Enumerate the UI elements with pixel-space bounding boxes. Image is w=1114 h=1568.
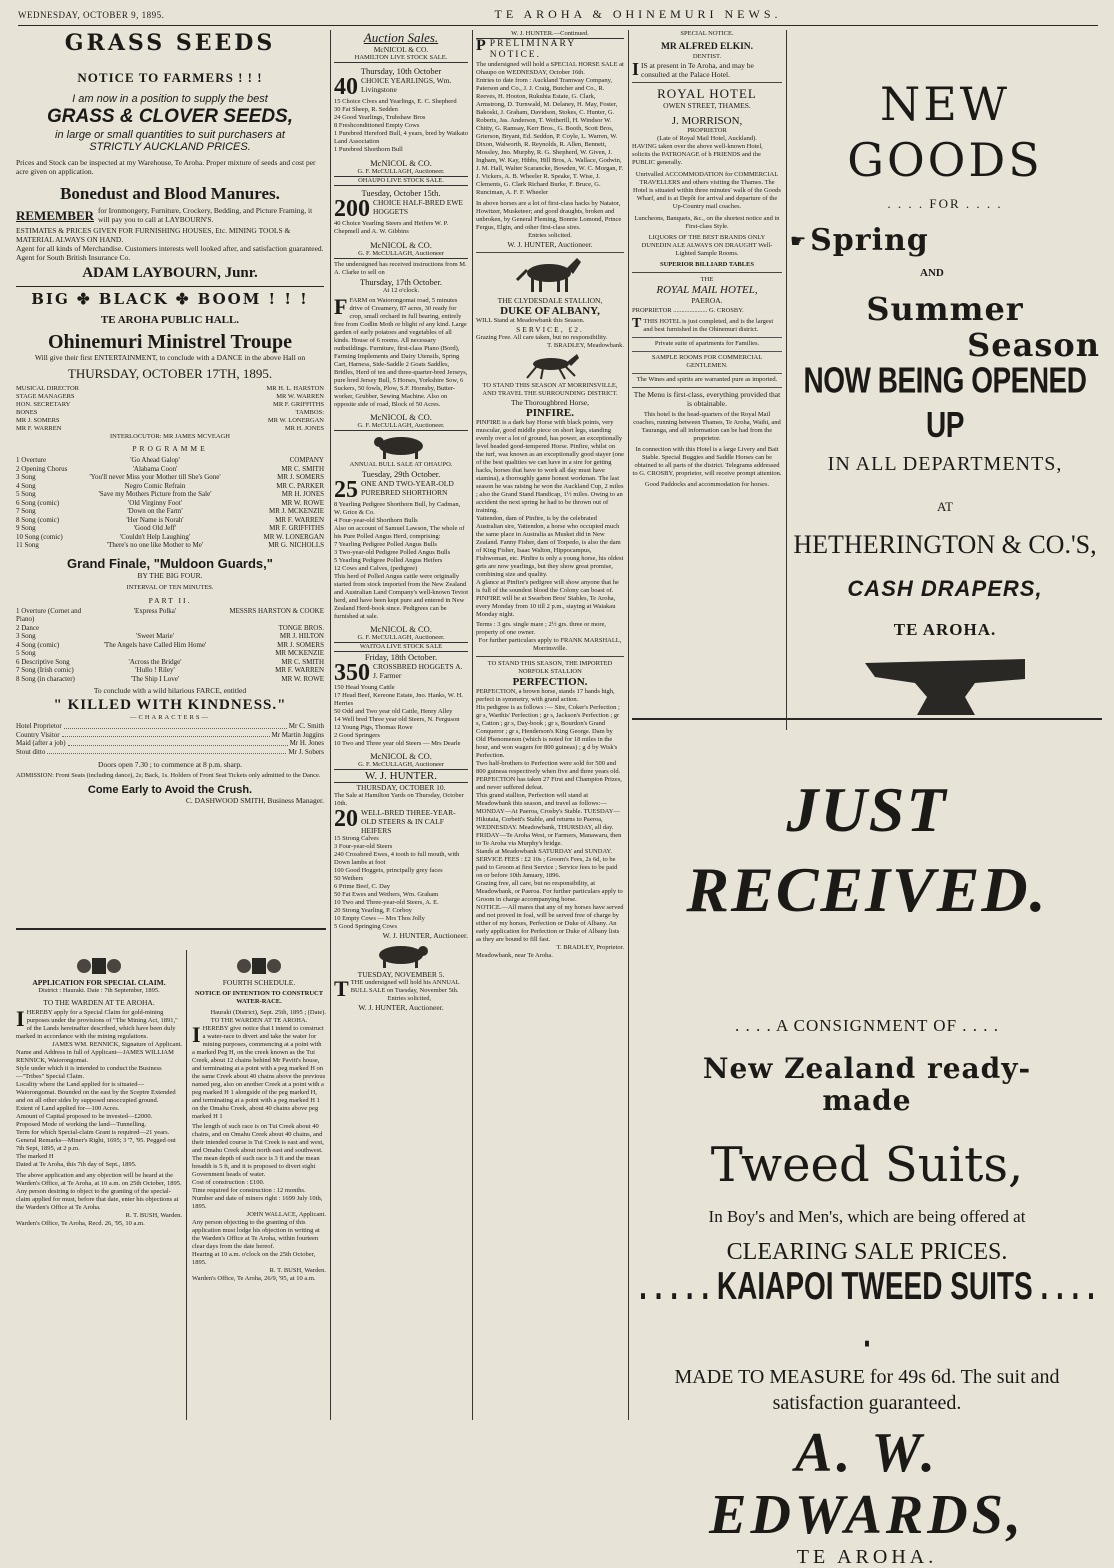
spring-line: [790, 225, 1100, 257]
lot-line: 2 Good Springers: [334, 732, 380, 739]
lot-line: 15 Strong Calves: [334, 835, 379, 842]
water-race-district: Hauraki (District), Sept. 25th, 1895 ; (Date).: [210, 1009, 326, 1016]
and-word: AND: [920, 267, 944, 279]
lot-line: 240 Crossbred Ewes, 4 tooth to full mouth, with Down lambs at foot: [334, 851, 460, 866]
programme-item: 10 Song (comic) 'Couldn't Help Laughing' MR W. LONERGAN: [16, 532, 324, 541]
lot-line: 6 Prime Beef, C. Day: [334, 883, 390, 890]
duke-stand: WILL Stand at Meadowbank this Season.: [476, 317, 585, 324]
claim-line: Proposed Mode of working the land—Tunnelling.: [16, 1121, 147, 1128]
position-line: I am now in a position to supply the best: [72, 93, 268, 105]
big-four: BY THE BIG FOUR.: [137, 570, 203, 580]
perfection-schedule: MONDAY—At Paeroa, Crosby's Stable. TUESDAY—Hikutaia, Corbett's Stable, and returns to Paeroa, WEDNESDAY. Meadowbank, THURSDAY, all day. FRIDAY—Te Aroha West, or Farmers, Manawaru, then to Te Aroha via Murphy's bridge.: [476, 808, 622, 847]
perfection-fee: SERVICE FEES : £2 10s ; Groom's Fees, 2s 6d, to be paid to Groom at first Service ; Service fees to be paid on or before 10th January, 1896.: [476, 856, 618, 879]
programme-item: 9 Song 'Good Old Jeff' MR F. GRIFFITHS: [16, 524, 324, 532]
farce-line: To conclude with a wild hilarious FARCE, entitled: [93, 686, 247, 695]
clearing-sale-prices: CLEARING SALE PRICES.: [726, 1239, 1008, 1265]
te-aroha-line: TE AROHA.: [893, 620, 997, 639]
royal-mail-private: Private suite of apartments for Families.: [632, 337, 782, 348]
notice-to-farmers: NOTICE TO FARMERS ! ! !: [77, 70, 263, 85]
lot-line: 8 Yearling Pedigree Shorthorn Bull, by Cadman, W. Grice & Co.: [334, 501, 461, 516]
event-date: THURSDAY, OCTOBER 17TH, 1895.: [67, 366, 273, 381]
boys-mens-line: In Boy's and Men's, which are being offered at: [708, 1207, 1026, 1226]
cast-row: Maid (after a job) Mr H. Jones: [16, 739, 324, 747]
special-notice: SPECIAL NOTICE.: [680, 30, 734, 37]
lot-line: 3 Four-year-old Steers: [334, 843, 393, 850]
public-hall: TE AROHA PUBLIC HALL.: [100, 314, 240, 326]
part-2-heading: PART II.: [148, 595, 192, 605]
lot-line: 5 Good Springing Cows: [334, 923, 398, 930]
claim-warden: R. T. BUSH, Warden.: [125, 1212, 182, 1219]
pinfire-location: PINFIRE will be at Swarbon Bros' Stables, Te Aroha, every Monday from 10 till 2 p.m., staying at Waiakau Monday night.: [476, 595, 616, 618]
lot-line: 5 Yearling Pedigree Polled Angus Heifers: [334, 557, 443, 564]
cash-drapers: CASH DRAPERS,: [847, 576, 1043, 601]
lot-line: 150 Head Young Cattle: [334, 684, 395, 691]
programme-item: 2 Opening Chorus 'Alabama Coon' MR C. SMITH: [16, 464, 324, 473]
programme-item: 7 Song (Irish comic) 'Hullo ! Riley' MR F. WARREN: [16, 666, 324, 674]
auctioneer-name: McNICOL & CO.: [370, 751, 432, 761]
lot-line: 12 Young Pigs, Thomas Rowe: [334, 724, 413, 731]
proprietor-label: PROPRIETOR: [687, 127, 727, 134]
new-goods-heading: NEW GOODS: [847, 77, 1043, 187]
stallions-column: [476, 30, 624, 1420]
grass-clover-seeds: GRASS & CLOVER SEEDS,: [47, 106, 293, 127]
entries-solicited: Entries solicited.: [528, 232, 572, 239]
lot-line: 10 Two and Three year old Steers — Mrs Dearle: [334, 740, 461, 747]
royal-hotel-ale: DUNEDIN ALE ALWAYS ON DRAUGHT Well-Lighted Sample Rooms.: [641, 242, 773, 257]
come-early: Come Early to Avoid the Crush.: [87, 784, 253, 796]
lot-line: 40 Choice Yearling Steers and Heifers W. P. Chepmell and A. W. Gibbins: [334, 220, 449, 235]
column-rule: [628, 30, 629, 1420]
cast-row: Stout ditto Mr J. Sobers: [16, 747, 324, 756]
claim-line: Name and Address in full of Applicant—JAMES WILLIAM RENNICK, Waiorongomai.: [16, 1049, 174, 1064]
perfection-description: PERFECTION, a brown horse, stands 17 hands high, perfect in symmetry, with grand action.: [476, 688, 615, 703]
lot-line: 100 Good Hoggets, principally grey faces: [334, 867, 443, 874]
annual-bull-sale: TTHE undersigned will hold his ANNUAL BULL SALE on Tuesday, November 5th.: [334, 976, 460, 1001]
elkin-heading: MR ALFRED ELKIN.: [660, 42, 754, 52]
claim-line: Term for which Special-claim Grant is required—21 years.: [16, 1129, 170, 1136]
staff-list: [16, 385, 324, 433]
royal-hotel-heading: ROYAL HOTEL: [657, 86, 757, 101]
grazing-line: Grazing Free. All care taken, but no responsibility.: [476, 334, 608, 341]
troupe-name: Ohinemuri Ministrel Troupe: [47, 331, 293, 353]
royal-mail-livery: In connection with this Hotel is a large Livery and Bait Stable. Special Buggies and Saddle Horses can be obtained to all parts of the district. Telegrams addressed to G. CROSBY, proprietor, will receive prompt attention.: [632, 446, 782, 477]
clydesdale-heading: THE CLYDESDALE STALLION,: [497, 296, 603, 305]
lot-line: 14 Well bred Three year old Steers, N. Ferguson: [334, 716, 460, 723]
auctioneer-signature: G. F. McCULLAGH, Auctioneer: [334, 250, 468, 259]
auctioneer-signature: W. J. HUNTER, Auctioneer.: [382, 931, 468, 940]
auctioneer-name: McNICOL & CO.: [370, 158, 432, 168]
programme-item: 3 Song 'Sweet Marie' MR J. HILTON: [16, 632, 324, 640]
lot-line: 17 Head Beef, Kereone Estate, Jno. Hanks, W. H. Herries: [334, 692, 463, 707]
staff-roles: MUSICAL DIRECTOR STAGE MANAGERS HON. SECRETARY BONES MR J. SOMERS MR F. WARREN: [16, 385, 80, 432]
claim-signature: JAMES WM. RENNICK, Signature of Applicant.: [52, 1041, 182, 1048]
characters-heading: —CHARACTERS—: [130, 714, 210, 721]
service-fee: SERVICE, £2.: [516, 325, 584, 334]
lot-line: 30 Fat Sheep, R. Sedden: [334, 106, 398, 113]
claim-objection: Any person desiring to object to the granting of the special-claim applied for must, before that date, enter his objections at the Warden's Office at Te Aroha.: [16, 1188, 179, 1211]
lot-line: 10 Empty Cows — Mrs Thos Jolly: [334, 915, 425, 922]
sale-date: Thursday, 17th October.: [359, 277, 443, 287]
spring-word: Spring: [810, 223, 929, 258]
lot-line: 3 Two-year-old Pedigree Polled Angus Bulls: [334, 549, 451, 556]
grass-seeds-title: GRASS SEEDS: [64, 30, 276, 56]
royal-mail-hotel-heading: ROYAL MAIL HOTEL,: [656, 284, 758, 296]
royal-mail-paddocks: Good Paddocks and accommodation for horses.: [644, 481, 770, 488]
claim-heading: APPLICATION FOR SPECIAL CLAIM.: [32, 978, 166, 987]
claim-line: Style under which it is intended to conduct the Business—"Tribes" Special Claim.: [16, 1065, 162, 1080]
lot-200: 200 CHOICE HALF-BRED EWE HOGGETS: [334, 196, 463, 222]
lot-line: 4 Four-year-old Shorthorn Bulls: [334, 517, 418, 524]
the-label: THE: [700, 276, 714, 283]
claim-footer: Warden's Office, Te Aroha, Recd. 26, '95, 10 a.m.: [16, 1220, 145, 1227]
column-rule: [472, 30, 473, 1420]
water-race-length: The length of such race is on Tui Creek about 40 chains, and on Omahu Creek about 40 chains, and their intended course is Tui Creek is east and west, and Omahu Creek about north east and southwest.: [192, 1123, 324, 1154]
preliminary-body: The undersigned will hold a SPECIAL HORSE SALE at Ohaupo on WEDNESDAY, October 16th.: [476, 61, 624, 76]
water-race-notice: NOTICE OF INTENTION TO CONSTRUCT WATER-RACE.: [194, 990, 324, 1005]
claim-line: Extent of Land applied for—100 Acres.: [16, 1105, 120, 1112]
remember-word: REMEMBER: [16, 207, 94, 223]
big-black-boom: BIG ✤ BLACK ✤ BOOM ! ! !: [31, 290, 309, 308]
programme-item: 11 Song 'There's no one like Mother to Me' MR G. NICHOLLS: [16, 541, 324, 549]
departments-line: IN ALL DEPARTMENTS,: [827, 453, 1063, 475]
for-line: . . . . FOR . . . .: [887, 196, 1003, 211]
pinfire-apply: For further particulars apply to FRANK MARSHALL, Morrinsville.: [478, 637, 622, 652]
newspaper-title: TE AROHA & OHINEMURI NEWS.: [494, 7, 782, 21]
lot-line: 12 Cows and Calves, (pedigree): [334, 565, 418, 572]
farm-description: FFARM on Waiorongomai road, 5 minutes drive of Creamery, 87 acres, 30 ready for crop, small orchard in full bearing, entirely free from Codlin Moth or blight of any kind. Large garden of early potatoes and vegetables of all kinds. House of 6 rooms. All necessary outbuildings. Furniture, first-class Piano (Bord), Farming Implements and Dairy Utensils, Spring Cart, Harness, Side-Saddle 2 Goats Saddles, Bridles, Herd of ten and three-quarter-bred Jerseys, pure bred Jersey Bull, 5 Horses, Yorkshire Sow, 6 Suckers, 50 fowls, Plow, S.F. Hornsby, Butter-worker, Grubber, Sewing Machine. Also on opposite side of road, Block of 50 Acres.: [334, 294, 468, 408]
lot-line: 1 Purebred Shorthorn Bull: [334, 146, 403, 153]
just-received-ad: [632, 730, 1102, 1568]
lot-line: 20 Strong Yearling, P. Corboy: [334, 907, 412, 914]
horse-icon: [515, 256, 585, 294]
auctioneer-name: McNICOL & CO.: [370, 624, 432, 634]
programme-item: 2 Dance TONGE BROS.: [16, 623, 324, 632]
made-to-measure: MADE TO MEASURE for 49s 6d. The suit and: [674, 1366, 1060, 1388]
pinfire-terms: Terms : 3 grs. single mare ; 2½ grs. three or more, property of one owner.: [476, 621, 607, 636]
lot-line: 50 Wethers: [334, 875, 364, 882]
staff-names: MR H. L. HARSTON MR W. WARREN MR F. GRIFFITHS TAMBOS: MR W. LONERGAN MR H. JONES: [266, 385, 324, 432]
perfection-brothers: Two half-brothers to Perfection were sold for 500 and 800 guineas respectively when five and three years old.: [476, 760, 621, 775]
sale-heading: HAMILTON LIVE STOCK SALE.: [334, 54, 468, 63]
royal-mail-headquarters: This hotel is the head-quarters of the Royal Mail coaches, running between Thames, Te Aroha, Waihi, and Tauranga, and all information can be had from the proprietor.: [633, 411, 781, 442]
claim-line: Locality where the Land applied for is situated—Waiorongomai. Bounded on the east by the Sceptre Extended and on all other sides by supposed unoccupied ground.: [16, 1081, 176, 1104]
remember-text: for Ironmongery, Furniture, Crockery, Bedding, and Picture Framing, it will pay you to call at LAYBOURN'S.: [98, 206, 313, 224]
hotels-column: [632, 30, 782, 730]
cast-row: Hotel Proprietor Mr C. Smith: [16, 722, 324, 730]
strictly-auckland: STRICTLY AUCKLAND PRICES.: [89, 141, 251, 153]
manures-heading: Bonedust and Blood Manures.: [60, 184, 280, 203]
water-race-objecting: Any person objecting to the granting of this application must lodge his objection in writing at the Warden's Office at Te Aroha, within fourteen clear days from the date hereof.: [192, 1219, 320, 1250]
programme-item: 8 Song (in character) 'The Ship I Love' MR W. ROWE: [16, 674, 324, 683]
lot-line: 50 Odd and Two year old Cattle, Henry Alley: [334, 708, 453, 715]
claim-line: General Remarks—Miner's Right, 1695; 3 '7, '95. Pegged out 7th Sept, 1895, at 2 p.m.: [16, 1137, 176, 1152]
lot-20: 20 WELL-BRED THREE-YEAR-OLD STEERS & IN CALF HEIFERS: [334, 806, 456, 835]
water-race-footer: Warden's Office, Te Aroha, 26/9, '95, at 10 a.m.: [192, 1275, 316, 1282]
programme-item: 6 Song (comic) 'Old Virginny Foot' MR W. ROWE: [16, 498, 324, 507]
programme-item: 6 Descriptive Song 'Across the Bridge' MR C. SMITH: [16, 657, 324, 666]
coat-of-arms-icon: [234, 954, 284, 976]
perfection-stand: TO STAND THIS SEASON, THE IMPORTED NORFOLK STALLION: [487, 660, 613, 675]
horses-note: In above horses are a lot of first-class hacks by Natator, Howitzer, Musketeer; and good draughts, broken and unbroken, by General Fleming, Bonnie Lomond, Prince Fergus, Elgin, and other first-class sires.: [476, 200, 622, 231]
programme-item: 1 Overture 'Go Ahead Galop' COMPANY: [16, 456, 324, 464]
masthead: [18, 4, 1098, 26]
bull-icon: [371, 942, 431, 968]
lot-350: 350 CROSSBRED HOGGETS A. J. Farmer: [334, 660, 463, 686]
interlocutor: INTERLOCUTOR: MR JAMES MCVEAGH: [110, 433, 230, 440]
sale-heading: ANNUAL BULL SALE AT OHAUPO.: [349, 461, 453, 468]
auctioneer-signature: G. F. McCULLAGH, Auctioneer.: [334, 422, 468, 431]
at-word: AT: [937, 499, 953, 514]
kaiapoi-tweed-suits: . . . . . KAIAPOI TWEED SUITS . . . . .: [639, 1263, 1095, 1355]
auctioneer-signature: G. F. McCULLAGH, Auctioneer: [334, 761, 468, 770]
duke-of-albany: DUKE OF ALBANY,: [500, 305, 600, 317]
lot-line: 7 Yearling Pedigree Polled Angus Bulls: [334, 541, 437, 548]
royal-mail-paeroa: PAEROA.: [691, 296, 723, 305]
auctioneer-heading: W. J. HUNTER.: [334, 770, 468, 783]
preliminary-notice: PPRELIMINARY NOTICE.: [476, 37, 576, 60]
royal-mail-completed: TTHIS HOTEL is just completed, and is the largest and best furnished in the Ohinemuri district.: [632, 316, 774, 333]
programme-item: 4 Song Negro Comic Refrain MR C. PARKER: [16, 481, 324, 490]
sale-date: Thursday, 10th October: [360, 66, 442, 76]
tweed-suits: Tweed Suits,: [710, 1137, 1024, 1193]
sale-date: Tuesday, 29th October.: [361, 469, 441, 479]
edwards-town: TE AROHA.: [796, 1546, 938, 1568]
estimates-line: ESTIMATES & PRICES GIVEN FOR FURNISHING HOUSES, Etc. MINING TOOLS & MATERIAL ALWAYS ON HAND.: [16, 226, 291, 244]
anvil-icon: [855, 653, 1035, 719]
programme-item: 5 Song MR MCKENZIE: [16, 649, 324, 657]
entries-list: Entries to date from : Auckland Tramway Company, Paterson and Co., J. J. Craig, Butcher and Co., R. Reeves, H. Hooton, Rukuhia Estate, G. Clark, Armstrong, D. Turnwald, M. Delaney, H. May, Foster, Bakoski, J. Graham, Davidson, Stokes, C. Hunter, G. Roberts, Jas. Anderson, T. Wetherill, H. Windsor W. Chitty, G. Ramsay, Kerr Bros., G. Booth, Scott Bros, Grierson, Bryant, Ed. Seddon, P. Coyle, L. Warren, W. Dixon, Walworth, R. Reynolds, R. Allen, Bennett, Mossley, Jno. Murphy, R. G. Shepherd, W. Given, J. Ingham, W. Kay, Hibbs, Hill Bros, A. Wallace, Godwin, J. M. Hall, Walter Scarancke, Bowden, W. C. Morgan, F. J. Vickers, A. B. Wheeler R. Speake, T. Wise, J. Clements, G. Clark Richard Burke, F. Bruce, G. Runciman, A. F. F. Wheeler: [476, 77, 624, 196]
royal-hotel-luncheons: Luncheons, Banquets, &c., on the shortest notice and in First-class Style.: [634, 215, 780, 230]
lot-40: 40 CHOICE YEARLINGS, Wm. Livingstone: [334, 74, 452, 100]
quantities-line: in large or small quantities to suit purchasers at: [55, 129, 285, 141]
admission-line: ADMISSION: Front Seats (including dance), 2s; Back, 1s. Holders of Front Seat Tickets only admitted to the Dance.: [16, 772, 321, 779]
bradley-signature: T. BRADLEY, Meadowbank.: [547, 342, 624, 349]
column-rule: [786, 30, 787, 730]
sale-time: At 12 o'clock.: [382, 287, 420, 294]
water-race-miners: Number and date of miners right : 1699 July 10th, 1895.: [192, 1195, 323, 1210]
perfection-stands: Stands at Meadowbank SATURDAY and SUNDAY.: [476, 848, 613, 855]
royal-hotel-billiard: SUPERIOR BILLIARD TABLES: [659, 261, 755, 268]
perfection-pedigree: His pedigree is as follows :— Sire, Coker's Perfection ; gr s, Warthis' Perfection ; gr s, Jackson's Perfection ; gr s, Catton ; gr s, Day-book ; gr s, Bourdon's Grand Conqueror ; gr s, Henderson's King George. Dam by Old Phenomenon (which is noted for 18 miles in the hour, and won wagers for 800 guineas) ; g d by Wisk's Perfection.: [476, 704, 620, 759]
lot-line: 15 Choice Clves and Yearlings, E. C. Shepherd: [334, 98, 457, 105]
auction-heading: Auction Sales.: [363, 30, 439, 45]
coat-of-arms-icon: [74, 954, 124, 976]
water-race-body: IHEREBY give notice that I intend to construct a water-race to divert and take the water for mining purposes, commencing at a point with a marked Peg H, on the creek known as the Tui Creek, about 12 chains behind Mr Pavitt's house, and terminating at a point with a peg marked H on the same Creek about 40 chains above the previous named peg, also on another Creek at a point with a peg marked H 1 alongside of the peg marked H, and terminating at a point with a peg marked H 1 on the Omahu Creek, about 40 chains above peg marked H 1: [192, 1022, 326, 1120]
royal-hotel-address: OWEN STREET, THAMES.: [663, 101, 751, 110]
new-goods-column: [790, 30, 1100, 710]
perfection-signature: T. BRADLEY, Proprietor.: [556, 944, 624, 951]
claim-details: [16, 1049, 182, 1169]
consignment-line: . . . . A CONSIGNMENT OF . . . .: [734, 1016, 1000, 1035]
elkin-body: IIS at present in Te Aroha, and may be consulted at the Palace Hotel.: [632, 59, 754, 79]
perfection-heading: PERFECTION.: [512, 676, 588, 688]
sale-heading: WAITOA LIVE STOCK SALE: [334, 643, 468, 652]
auctioneer-signature: W. J. HUNTER, Auctioneer.: [358, 1003, 444, 1012]
auctioneer-name: McNICOL & CO.: [370, 412, 432, 422]
auctioneer-signature: W. J. HUNTER, Auctioneer.: [507, 240, 593, 249]
pinfire-heading: PINFIRE.: [526, 407, 574, 419]
water-race-hearing: Hearing at 10 a.m. o'clock on the 25th October, 1895.: [192, 1251, 316, 1266]
new-zealand-ready: New Zealand ready-: [702, 1052, 1032, 1085]
season-word: Season: [967, 326, 1100, 364]
lot-line: 24 Good Yearlings, Trubshaw Bros: [334, 114, 426, 121]
column-1: [16, 30, 324, 950]
racehorse-icon: [515, 352, 585, 380]
prices-line: Prices and Stock can be inspected at my Warehouse, Te Aroha. Proper mixture of seeds and cost per acre given on application.: [16, 158, 316, 176]
sale-date: Friday, 18th October.: [364, 652, 438, 662]
claim-to-warden: TO THE WARDEN AT TE AROHA.: [43, 998, 155, 1007]
sale-date: Tuesday, October 15th.: [361, 188, 441, 198]
auctioneer-name: McNICOL & CO.: [370, 240, 432, 250]
royal-mail-proprietor: PROPRIETOR ..................... G. CROSBY.: [632, 307, 744, 314]
sale-date: THURSDAY, OCTOBER 10.: [356, 783, 446, 792]
programme-item: 4 Song (comic) 'The Angels have Called Him Home' MR J. SOMERS: [16, 640, 324, 649]
water-race-time: Time required for construction : 12 months.: [192, 1187, 306, 1194]
sale-heading: OHAUPO LIVE STOCK SALE.: [334, 177, 468, 186]
royal-hotel-liquors: LIQUORS OF THE BEST BRANDS ONLY: [648, 234, 766, 241]
schedule-heading: FOURTH SCHEDULE.: [222, 978, 296, 987]
programme-part-1: [16, 456, 324, 550]
issue-date: WEDNESDAY, OCTOBER 9, 1895.: [18, 9, 165, 20]
auctioneer-signature: G. F. McCULLAGH, Auctioneer.: [334, 168, 468, 177]
lot-line: 50 Fat Ewes and Wethers, Wm. Graham: [334, 891, 439, 898]
made-word: made: [822, 1084, 912, 1117]
entertainment-line: Will give their first ENTERTAINMENT, to conclude with a DANCE in the above Hall on: [34, 353, 306, 362]
cast-row: Country Visitor Mr Martin Juggins: [16, 730, 324, 739]
programme-item: 5 Song 'Save my Mothers Picture from the Sale' MR H. JONES: [16, 490, 324, 498]
water-race-to-warden: TO THE WARDEN AT TE AROHA.: [210, 1017, 308, 1024]
satisfaction-line: satisfaction guaranteed.: [772, 1392, 962, 1414]
column-rule: [330, 30, 331, 1420]
grand-finale: Grand Finale, "Muldoon Guards,": [67, 555, 273, 571]
remember-block: [16, 206, 324, 224]
claim-line: The marked H: [16, 1153, 54, 1160]
claim-body: IHEREBY apply for a Special Claim for gold-mining purposes under the provisions of "The Mining Act, 1891," of the Lands hereinafter described, which have been duly marked in accordance with the mining regulations.: [16, 1006, 178, 1040]
auction-column: [334, 30, 468, 1420]
programme-item: 8 Song (comic) 'Her Name is Norah' MR F. WARREN: [16, 515, 324, 524]
doors-line: Doors open 7.30 ; to commence at 8 p.m. sharp.: [98, 760, 242, 769]
perfection-service: This grand stallion, Perfection will stand at Meadowbank this season, and travel as follows:—: [476, 792, 607, 807]
lot-25: 25 ONE AND TWO-YEAR-OLD PUREBRED SHORTHORN: [334, 477, 454, 503]
programme-item: 7 Song 'Down on the Farm' MR J. MCKENZIE: [16, 507, 324, 515]
laybourn-signature: ADAM LAYBOURN, Junr.: [82, 265, 258, 281]
auctioneer-signature: G. F. McCULLAGH, Auctioneer.: [334, 634, 468, 643]
programme-heading: PROGRAMME: [132, 444, 208, 453]
just-received-heading: JUST RECEIVED.: [686, 774, 1048, 925]
royal-mail-menu: The Menu is first-class, everything provided that is obtainable.: [632, 387, 782, 408]
lot-line: This herd of Polled Angus cattle were originally started from stock imported from the New Zealand and Australian Land Company's well-known Teviot herd, and have been kept pure and entered in New Zealand Herd-book since. Pedigrees can be furnished at sale.: [334, 573, 469, 620]
perfection-notice: NOTICE.—All mares that any of my horses have served and not proved in foal, will be served free of charge by either of my horses, Perfection or Duke of Albany. An early application for Perfection or Duke of Albany lists as they are bound to fill fast.: [476, 904, 624, 943]
pointing-hand-icon: ☛: [790, 230, 807, 251]
edwards-heading: A. W. EDWARDS,: [709, 1422, 1025, 1546]
lot-line: 1 Purebred Hereford Bull, 4 years, bred by Waikato Land Association: [334, 130, 469, 145]
claim-district: District : Hauraki. Date : 7th September, 1895.: [38, 987, 160, 994]
perfection-prizes: PERFECTION has taken 27 First and Champion Prizes, and never suffered defeat.: [476, 776, 622, 791]
claim-hearing: The above application and any objection will be heard at the Warden's Office, at Te Aroha, at 10 a.m. on 25th October, 1895.: [16, 1172, 182, 1187]
entries-solicited: Entries solicited,: [387, 995, 432, 1002]
killed-with-kindness: " KILLED WITH KINDNESS.": [53, 697, 287, 713]
water-race-depth: The mean depth of such race is 3 ft and the mean breadth is 5 ft, and it is proposed to divert eight Government heads of water.: [192, 1155, 320, 1178]
programme-item: 1 Overture (Cornet and Piano) 'Express Polka' MESSRS HARSTON & COOKE: [16, 606, 324, 623]
royal-hotel-accommodation: Unrivalled ACCOMMODATION for COMMERCIAL TRAVELLERS and others visiting the Thames. The Hotel is situated within three minutes' walk of the Goods Wharf, and is at Depôt for arrival and departure of the Up-Country mail coaches.: [633, 171, 781, 210]
instructions-line: The undersigned has received instructions from M. A. Clarke to sell on: [334, 261, 467, 276]
programme-part-2: [16, 607, 324, 684]
royal-mail-wines: The Wines and spirits are warranted pure as imported.: [632, 373, 782, 384]
special-claim-column: [16, 952, 182, 1417]
water-race-cost: Cost of construction : £100.: [192, 1179, 265, 1186]
hetherington-heading: HETHERINGTON & CO.'S,: [793, 530, 1097, 559]
programme-item: 3 Song 'You'll never Miss your Mother till She's Gone' MR J. SOMERS: [16, 473, 324, 481]
dentist-line: DENTIST.: [692, 53, 722, 60]
sale-date: TUESDAY, NOVEMBER 5.: [357, 970, 445, 979]
perfection-footer: Meadowbank, near Te Aroha.: [476, 952, 553, 959]
late-line: (Late of Royal Mail Hotel, Auckland).: [657, 135, 757, 142]
thoroughbred-line: The Thoroughbred Horse,: [511, 398, 589, 407]
pinfire-description: PINFIRE is a dark bay Horse with black points, very muscular, good middle piece on short legs, standing evenly over a lot of ground, has power, an exceptionally level headed good-tempered Horse. Pinfire, whilst on the turf, was known as an exceptionally good stayer (one of the best qualities we can have in a sire for getting hacks, horses that have to work all day must have stamina), a thoroughly game honest workman. The last season he was raising he won the Auckland Cup, 2 miles ; also the Grand Stand Handicap, 1½ miles. Owing to an accident the next spring he had to be thrown out of training.: [476, 419, 625, 514]
claim-line: Amount of Capital proposed to be invested—£2000.: [16, 1113, 153, 1120]
water-race-warden: R. T. BUSH, Warden.: [269, 1267, 326, 1274]
pinfire-glance: A glance at Pinfire's pedigree will show anyone that he is full of the soundest blood the Colony can boast of.: [476, 579, 619, 594]
water-race-signature: JOHN WALLACE, Applicant.: [246, 1211, 326, 1218]
lot-line: 10 Two and Three-year-old Steers, A. E.: [334, 899, 439, 906]
royal-hotel-taken: HAVING taken over the above well-known Hotel, solicits the PATRONAGE of h FRIENDS and the PUBLIC generally.: [632, 143, 763, 166]
bull-icon: [371, 433, 431, 459]
lot-line: Also on account of Samuel Lawson, The whole of his Pure Polled Angus Herd, comprising:: [334, 525, 465, 540]
claim-line: Dated at Te Aroha, this 7th day of Sept., 1895.: [16, 1161, 137, 1168]
interval: INTERVAL OF TEN MINUTES.: [126, 583, 214, 591]
agent-line: Agent for all kinds of Merchandise. Customers interests well looked after, and satisfaction guaranteed. Agent for South British Insurance Co.: [16, 244, 324, 262]
water-race-column: [192, 952, 326, 1417]
royal-mail-sample: SAMPLE ROOMS FOR COMMERCIAL GENTLEMEN.: [632, 351, 782, 370]
auctioneer-name: McNICOL & CO.: [373, 45, 429, 54]
lot-line: 8 Freshconditioned Empty Cows: [334, 122, 420, 129]
cast-list: [16, 722, 324, 756]
summer-word: Summer: [866, 290, 1024, 328]
sale-line: The Sale at Hamilton Yards on Thursday, October 10th.: [334, 792, 464, 807]
continued-heading: W. J. HUNTER.—Continued.: [476, 30, 624, 39]
morrison-name: J. MORRISON,: [671, 115, 743, 127]
now-being-opened: NOW BEING OPENED UP: [803, 360, 1087, 445]
column-rule: [186, 950, 187, 1420]
pinfire-stand: TO STAND THIS SEASON AT MORRINSVILLE, AND TRAVEL THE SURROUNDING DISTRICT.: [482, 382, 618, 397]
pinfire-pedigree: Yattendon, dam of Pinfire, is by the celebrated Australian sire, Yattendon, a horse who occupied much the same place in Australia as Musket did in New Zealand. Fanny Fisher, dam of Torpedo, is also the dam of King Fisher, Isaac Walton, Hippocampus, Fishwoman, etc. Pinfire is only a young horse, his oldest gets are now yearlings, but they show great promise, combining size and quality.: [476, 515, 624, 578]
business-manager: C. DASHWOOD SMITH, Business Manager.: [185, 796, 324, 805]
perfection-grazing: Grazing free, all care, but no responsibility, at Meadowbank, or Paeroa. For further particulars apply to Groom in charge accompanying horse.: [476, 880, 623, 903]
